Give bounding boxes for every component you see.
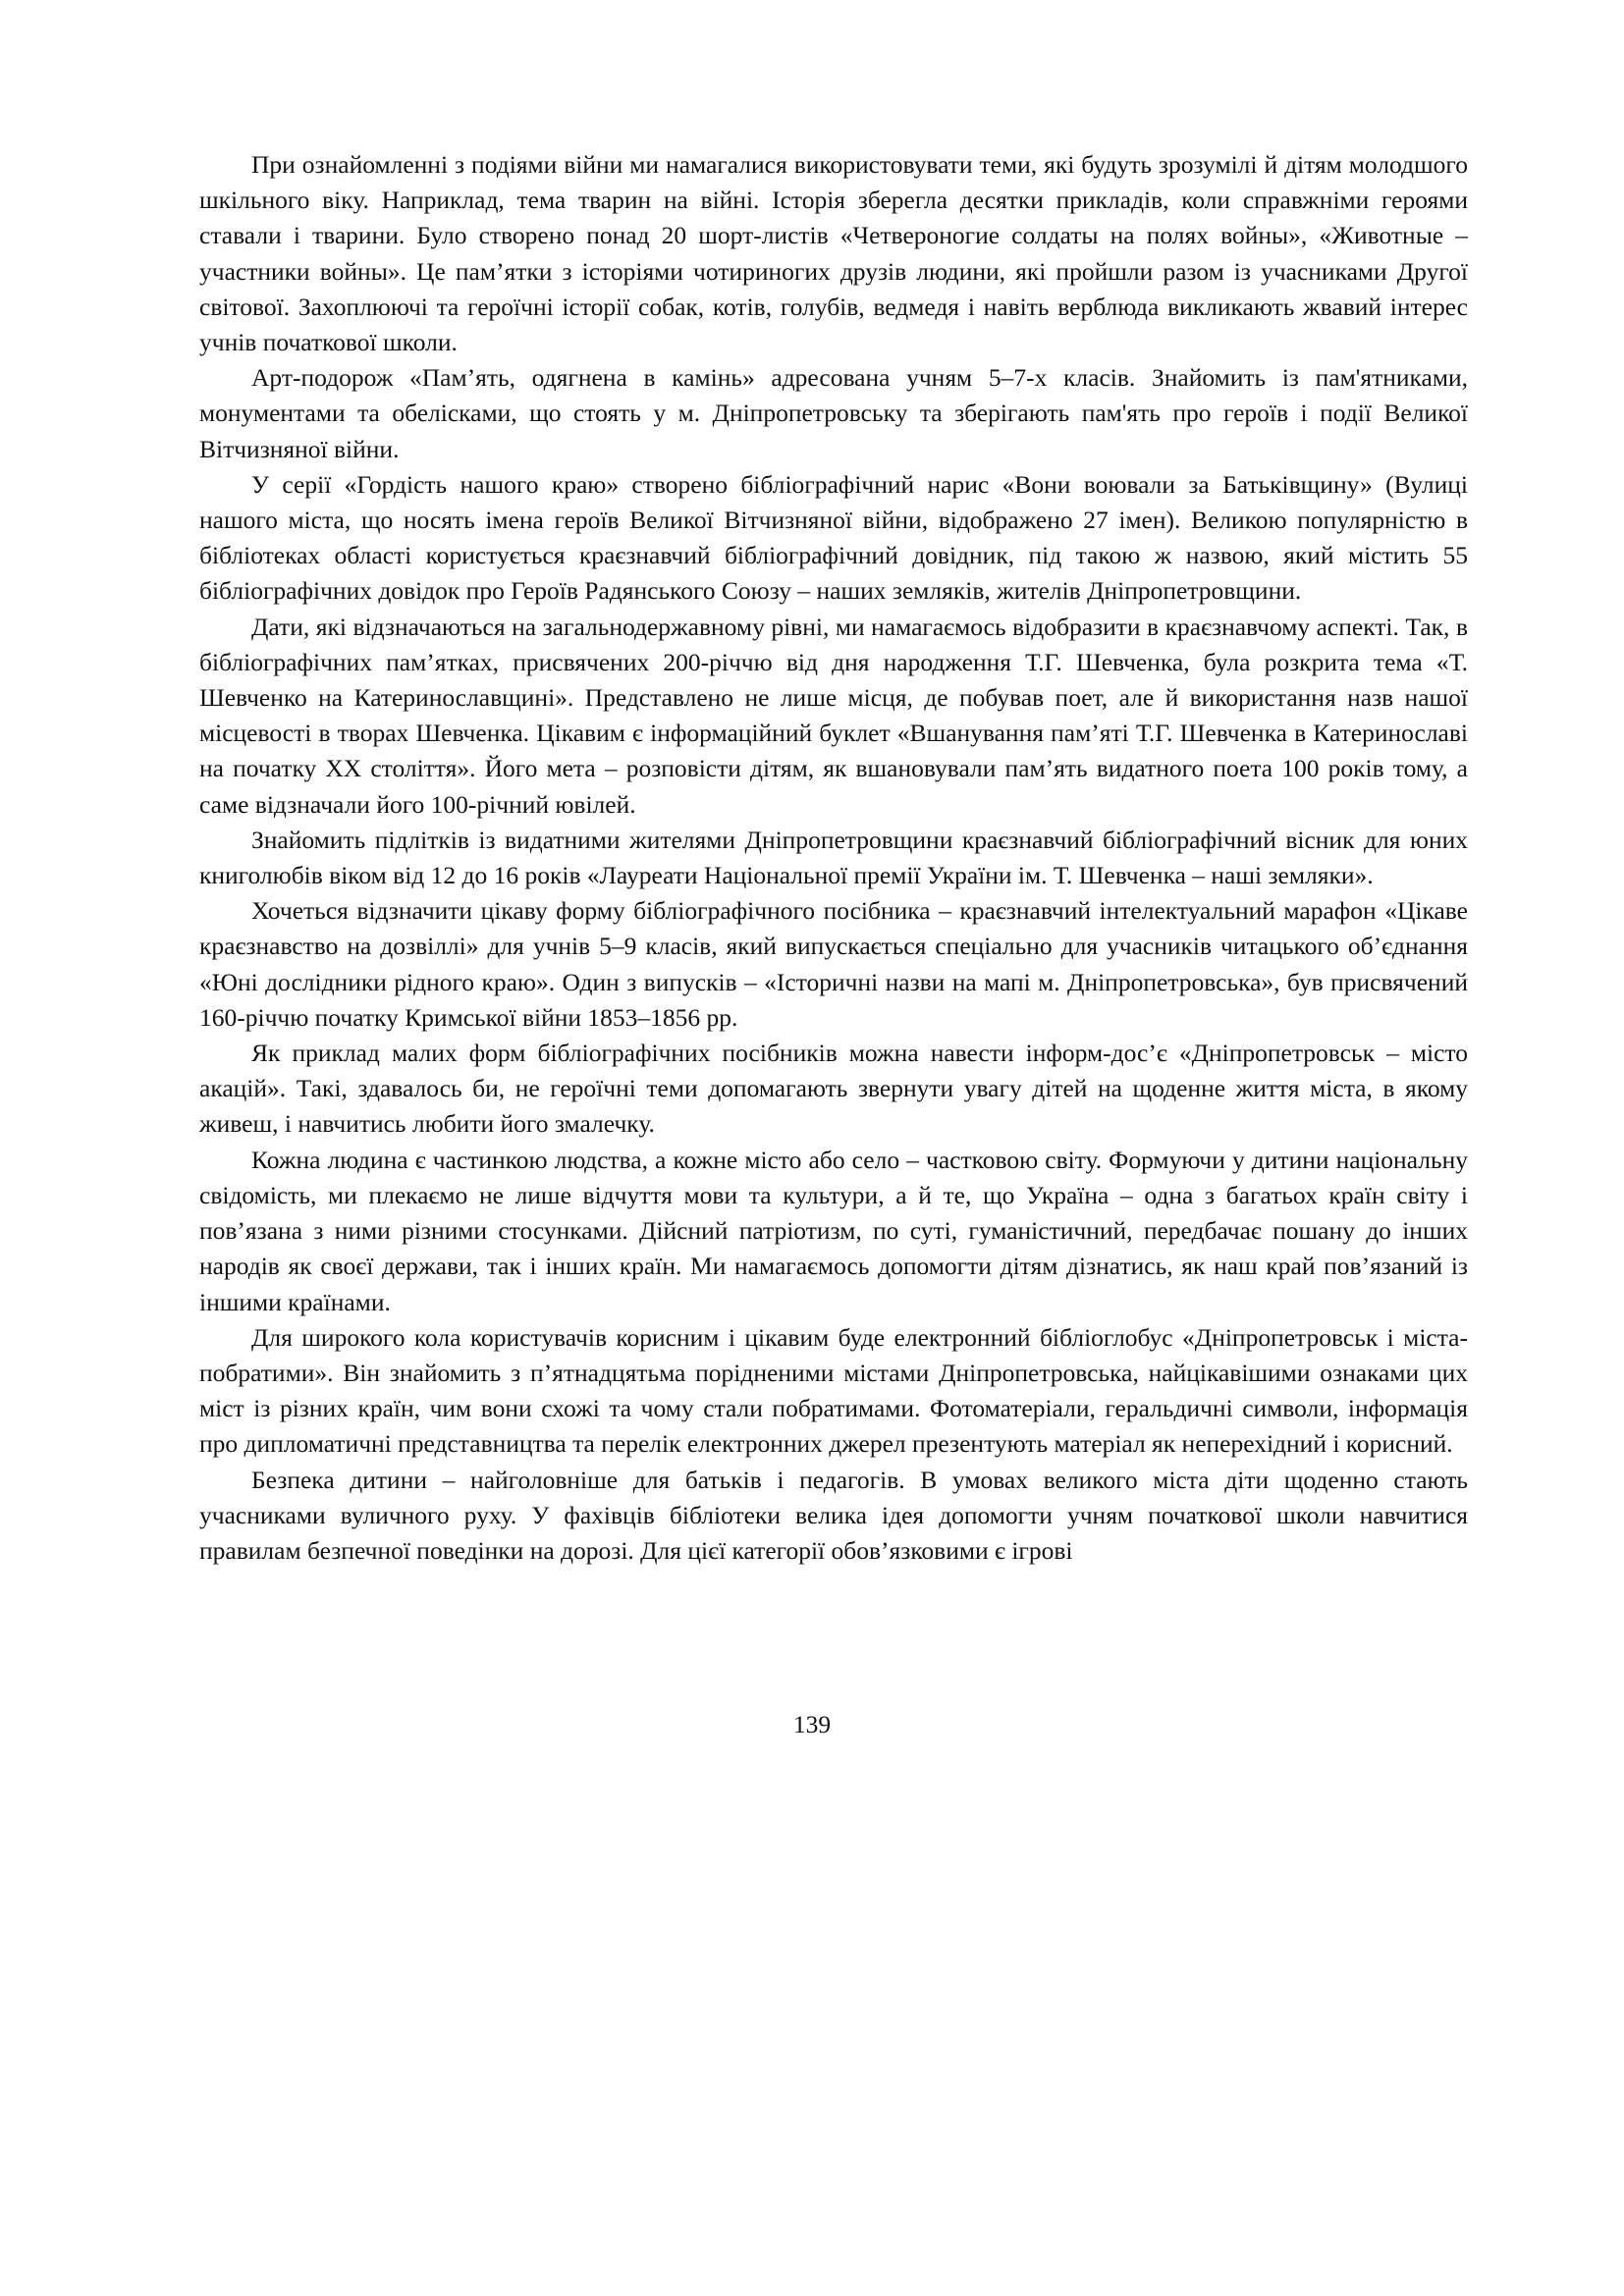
paragraph-8: Кожна людина є частинкою людства, а кожне місто або село – частковою світу. Формуючи у дитини національну свідомість, ми плекаємо не лише відчуття мови та культури, а й те, що Україна – одна з багатьох країн світу і пов’язана з ними різними стосунками. Дійсний патріотизм, по суті, гуманістичний, передбачає пошану до інших народів як своєї держави, так і інших країн. Ми намагаємось допомогти дітям дізнатись, як наш край пов’язаний із іншими країнами. [199,1145,1468,1316]
paragraph-3: У серії «Гордість нашого краю» створено бібліографічний нарис «Вони воювали за Батьківщину» (Вулиці нашого міста, що носять імена героїв Великої Вітчизняної війни, відображено 27 імен). Великою популярністю в бібліотеках області користується краєзнавчий бібліографічний довідник, під такою ж назвою, який містить 55 бібліографічних довідок про Героїв Радянського Союзу – наших земляків, жителів Дніпропетровщини. [199,469,1468,606]
page-number: 139 [792,1710,832,1738]
paragraph-7: Як приклад малих форм бібліографічних посібників можна навести інформ-дос’є «Дніпропетровськ – місто акацій». Такі, здавалось би, не героїчні теми допомагають звернути увагу дітей на щоденне життя міста, в якому живеш, і навчитись любити його змалечку. [199,1039,1468,1139]
paragraph-10: Безпека дитини – найголовніше для батьків і педагогів. В умовах великого міста діти щоденно стають учасниками вуличного руху. У фахівців бібліотеки велика ідея допомогти учням початкової школи навчитися правилам безпечної поведінки на дорозі. Для цієї категорії обов’язковими є ігрові [199,1465,1468,1565]
paragraph-6: Хочеться відзначити цікаву форму бібліографічного посібника – краєзнавчий інтелектуальний марафон «Цікаве краєзнавство на дозвіллі» для учнів 5–9 класів, який випускається спеціально для учасників читацького об’єднання «Юні дослідники рідного краю». Один з випусків – «Історичні назви на мапі м. Дніпропетровська», був присвячений 160-річчю початку Кримської війни 1853–1856 рр. [199,896,1468,1032]
paragraph-5: Знайомить підлітків із видатними жителями Дніпропетровщини краєзнавчий бібліографічний вісник для юних книголюбів віком від 12 до 16 років «Лауреати Національної премії України ім. Т. Шевченка – наші земляки». [199,825,1468,890]
paragraph-9: Для широкого кола користувачів корисним і цікавим буде електронний бібліоглобус «Дніпропетровськ і міста-побратими». Він знайомить з п’ятнадцятьма порідненими містами Дніпропетровська, найцікавішими ознаками цих міст із різних країн, чим вони схожі та чому стали побратимами. Фотоматеріали, геральдичні символи, інформація про дипломатичні представництва та перелік електронних джерел презентують матеріал як неперехідний і корисний. [199,1322,1468,1459]
page-body-text [199,147,1468,1569]
paragraph-2: Арт-подорож «Пам’ять, одягнена в камінь» адресована учням 5–7-х класів. Знайомить із пам'ятниками, монументами та обелісками, що стоять у м. Дніпропетровську та зберігають пам'ять про героїв і події Великої Вітчизняної війни. [199,363,1468,463]
paragraph-4: Дати, які відзначаються на загальнодержавному рівні, ми намагаємось відобразити в краєзнавчому аспекті. Так, в бібліографічних пам’ятках, присвячених 200-річчю від дня народження Т.Г. Шевченка, була розкрита тема «Т. Шевченко на Катеринославщині». Представлено не лише місця, де побував поет, але й використання назв нашої місцевості в творах Шевченка. Цікавим є інформаційний буклет «Вшанування пам’яті Т.Г. Шевченка в Катеринославі на початку ХХ століття». Його мета – розповісти дітям, як вшановували пам’ять видатного поета 100 років тому, а саме відзначали його 100-річний ювілей. [199,612,1468,819]
paragraph-1: При ознайомленні з подіями війни ми намагалися використовувати теми, які будуть зрозумілі й дітям молодшого шкільного віку. Наприклад, тема тварин на війні. Історія зберегла десятки прикладів, коли справжніми героями ставали і тварини. Було створено понад 20 шорт-листів «Четвероногие солдаты на полях войны», «Животные – участники войны». Це пам’ятки з історіями чотириногих друзів людини, які пройшли разом із учасниками Другої світової. Захоплюючі та героїчні історії собак, котів, голубів, ведмедя і навіть верблюда викликають жвавий інтерес учнів початкової школи. [199,150,1468,357]
